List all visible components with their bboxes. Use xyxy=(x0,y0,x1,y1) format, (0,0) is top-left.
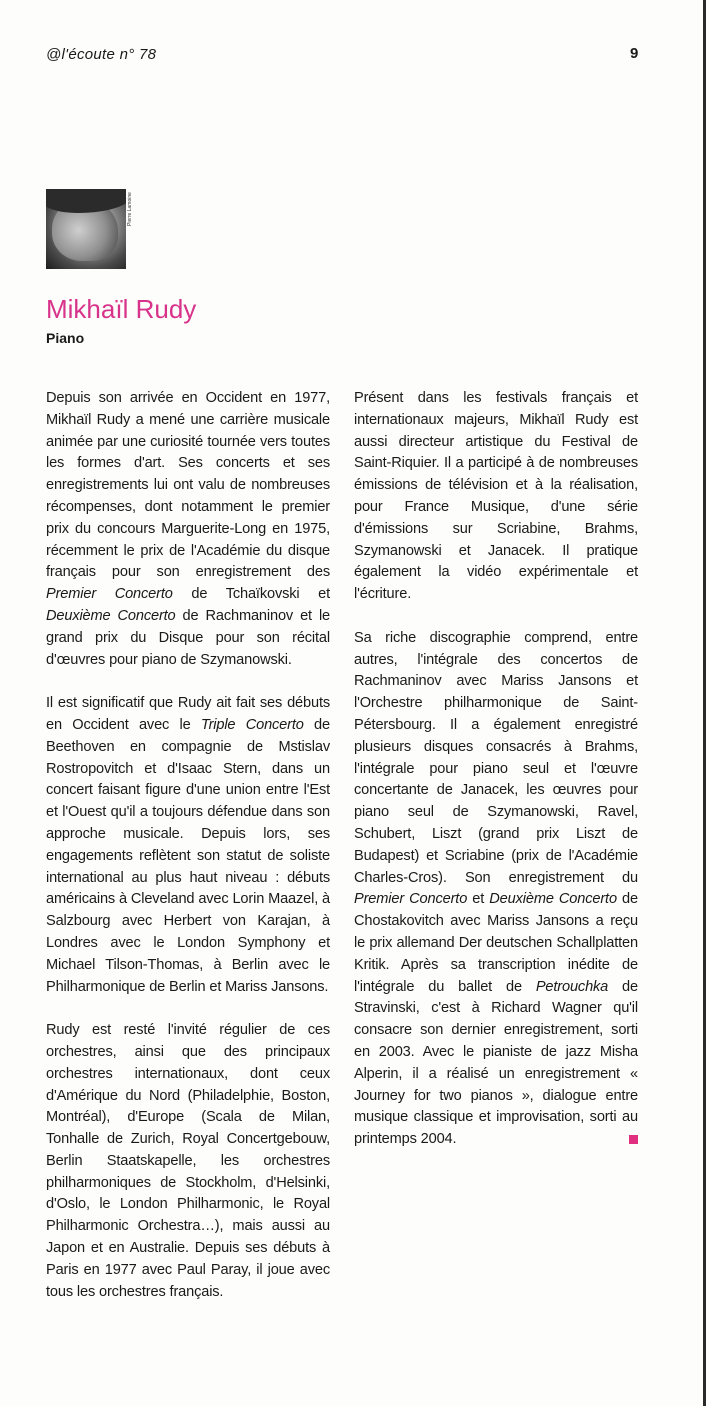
paragraph-discography: Sa riche discographie comprend, entre autres, l'intégrale des concertos de Rachmaninov avec Mariss Jansons et l'Orchestre philharmonique de Saint-Pétersbourg. Il a également enregistré plusieurs disques consacrés à Brahms, l'intégrale pour piano seul et l'œuvre concertante de Janacek, les œuvres pour piano seul de Szymanowski, Ravel, Schubert, Liszt (grand prix Liszt de Budapest) et Scriabine (prix de l'Académie Charles-Cros). Son enregistrement du Premier Concerto et Deuxième Concerto de Chostakovitch avec Mariss Jansons a reçu le prix allemand Der deutschen Schallplatten Kritik. Après sa transcription inédite de l'intégrale du ballet de Petrouchka de Stravinski, c'est à Richard Wagner qu'il consacre son dernier enregistrement, sorti en 2003. Avec le pianiste de jazz Misha Alperin, il a réalisé un enregistrement « Journey for two pianos », dialogue entre musique classique et improvisation, sorti au printemps 2004. xyxy=(354,629,638,1148)
left-column xyxy=(46,388,330,1325)
page-number: 9 xyxy=(630,45,639,62)
artist-portrait xyxy=(46,189,126,269)
right-column xyxy=(354,388,638,1173)
paragraph-career: Depuis son arrivée en Occident en 1977, Mikhaïl Rudy a mené une carrière musicale animée par une curiosité tournée vers toutes les formes d'art. Ses concerts et ses enregistrements lui ont valu de nombreuses récompenses, dont notamment le premier prix du concours Marguerite-Long en 1975, récemment le prix de l'Académie du disque français pour son enregistrement des Premier Concerto de Tchaïkovski et Deuxième Concerto de Rachmaninov et le grand prix du Disque pour son récital d'œuvres pour piano de Szymanowski. xyxy=(46,390,331,668)
paragraph-debut: Il est significatif que Rudy ait fait ses débuts en Occident avec le Triple Concerto de Beethoven en compagnie de Mstislav Rostropovitch et d'Isaac Stern, dans un concert faisant figure d'une union entre l'Est et l'Ouest qu'il a toujours défendue dans son approche musicale. Depuis lors, ses engagements reflètent son statut de soliste international au plus haut niveau : débuts américains à Cleveland avec Lorin Maazel, à Salzbourg avec Herbert von Karajan, à Londres avec le London Symphony et Michael Tilson-Thomas, à Berlin avec le Philharmonique de Berlin et Mariss Jansons. xyxy=(46,695,330,995)
artist-name: Mikhaïl Rudy xyxy=(46,294,197,324)
publication-header: @l'écoute n° 78 xyxy=(46,46,157,63)
paragraph-orchestras: Rudy est resté l'invité régulier de ces orchestres, ainsi que des principaux orchestres internationaux, dont ceux d'Amérique du Nord (Philadelphie, Boston, Montréal), d'Europe (Scala de Milan, Tonhalle de Zurich, Royal Concertgebouw, Berlin Staatskapelle, les orchestres philharmoniques de Stockholm, d'Helsinki, d'Oslo, le London Philharmonic, le Royal Philharmonic Orchestra…), mais aussi au Japon et en Australie. Depuis ses débuts à Paris en 1977 avec Paul Paray, il joue avec tous les orchestres français. xyxy=(46,1022,330,1300)
artist-role: Piano xyxy=(46,330,85,346)
paragraph-festivals: Présent dans les festivals français et internationaux majeurs, Mikhaïl Rudy est aussi directeur artistique du Festival de Saint-Riquier. Il a participé à de nombreuses émissions de télévision et à la réalisation, pour France Musique, d'une série d'émissions sur Scriabine, Brahms, Szymanowski et Janacek. Il pratique également la vidéo expérimentale et l'écriture. xyxy=(354,390,638,603)
photo-credit: Pierre Lamoine xyxy=(127,192,133,226)
portrait-hair xyxy=(46,189,126,213)
end-of-article-mark xyxy=(629,1135,638,1144)
